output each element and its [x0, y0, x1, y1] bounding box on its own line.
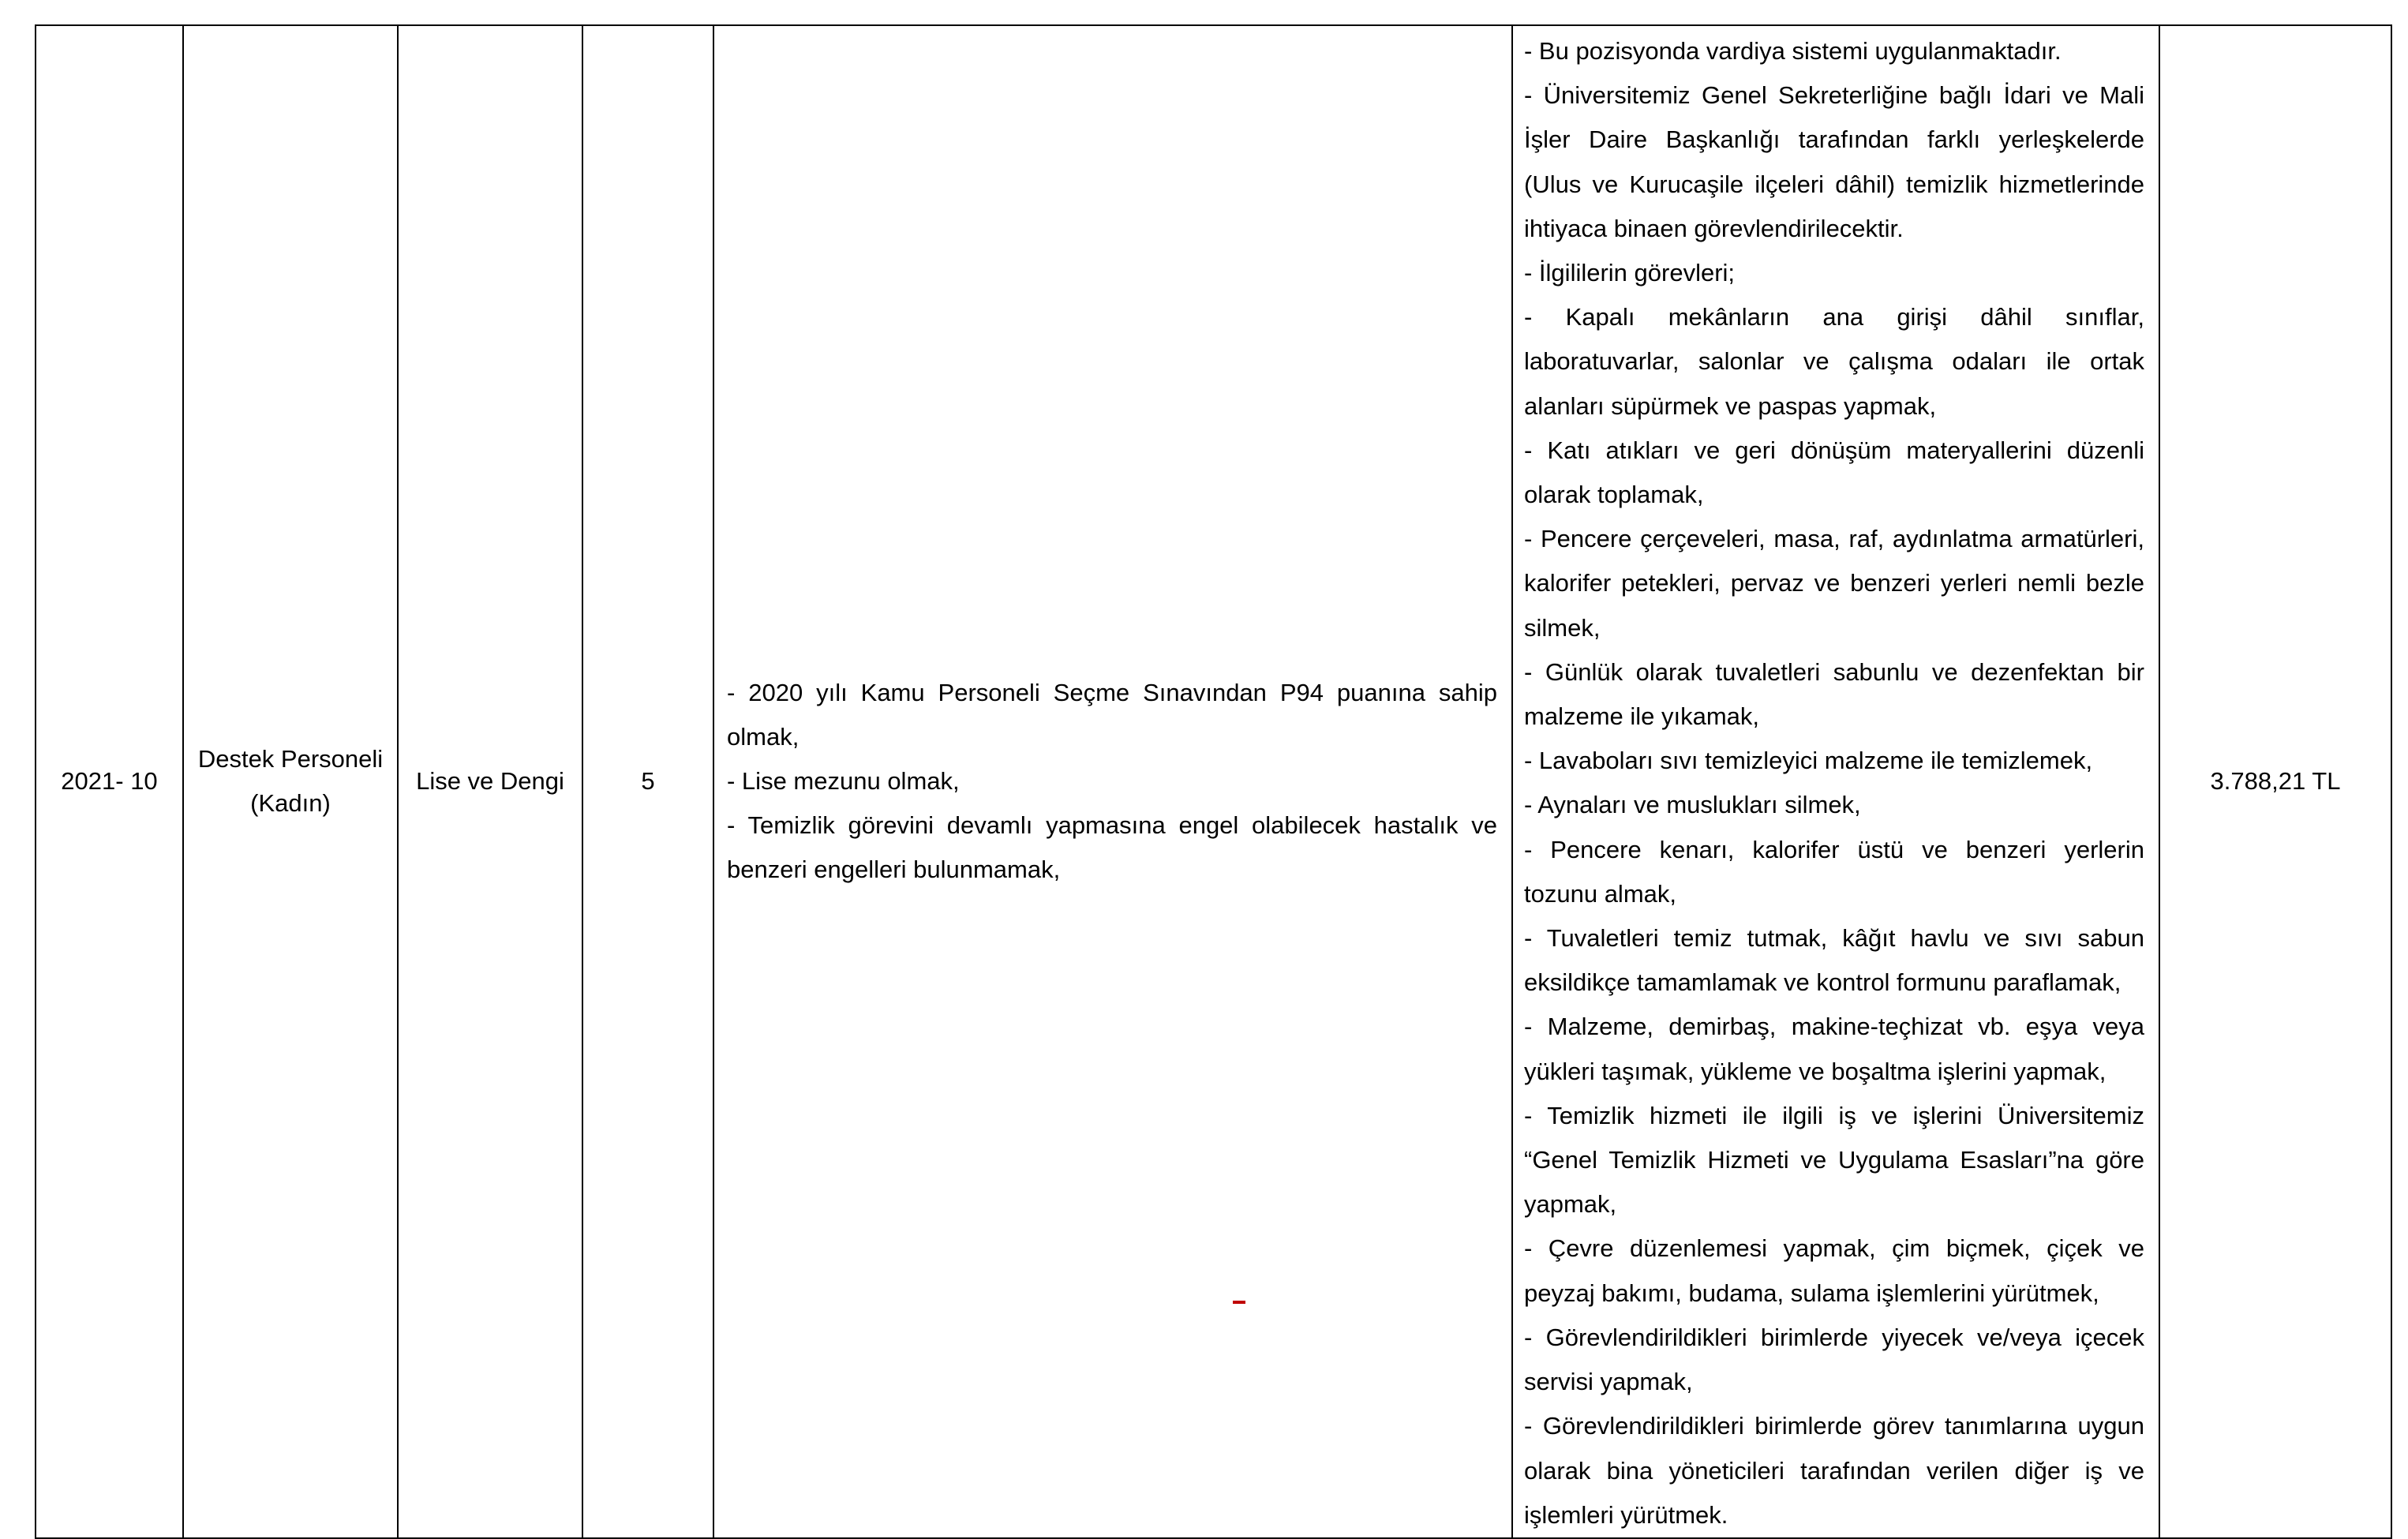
aciklamalar-list	[1513, 26, 2159, 1537]
list-item: - Görevlendirildikleri birimlerde görev tanımlarına uygun olarak bina yöneticileri tarafından verilen diğer iş ve işlemleri yürütmek.	[1524, 1412, 2144, 1529]
red-dash-mark	[1233, 1301, 1245, 1304]
ucret-cell	[2159, 25, 2391, 1538]
ogrenim-cell	[398, 25, 582, 1538]
list-item: - Görevlendirildikleri birimlerde yiyecek ve/veya içecek servisi yapmak,	[1524, 1323, 2144, 1396]
ogrenim-text: Lise ve Dengi	[416, 767, 564, 796]
kontenjan-text: 5	[641, 767, 655, 796]
list-item: - Lise mezunu olmak,	[727, 767, 960, 796]
nitelikler-list	[727, 671, 1497, 892]
list-item: - Pencere kenarı, kalorifer üstü ve benzeri yerlerin tozunu almak,	[1524, 835, 2144, 908]
table-row	[36, 25, 2391, 1538]
pozisyon-cell	[183, 25, 398, 1538]
nitelikler-cell	[713, 25, 1512, 1538]
list-item: - Tuvaletleri temiz tutmak, kâğıt havlu ve sıvı sabun eksildikçe tamamlamak ve kontrol formunu paraflamak,	[1524, 924, 2144, 997]
kontenjan-cell	[582, 25, 713, 1538]
list-item: - Malzeme, demirbaş, makine-teçhizat vb. eşya veya yükleri taşımak, yükleme ve boşaltma işlerini yapmak,	[1524, 1013, 2144, 1085]
ilan-no-cell	[36, 25, 183, 1538]
list-item: - Çevre düzenlemesi yapmak, çim biçmek, çiçek ve peyzaj bakımı, budama, sulama işlemlerini yürütmek,	[1524, 1234, 2144, 1307]
list-item: - İlgililerin görevleri;	[1524, 259, 1736, 287]
list-item: - Üniversitemiz Genel Sekreterliğine bağlı İdari ve Mali İşler Daire Başkanlığı tarafından farklı yerleşkelerde (Ulus ve Kurucaşile ilçeleri dâhil) temizlik hizmetlerinde ihtiyaca binaen görevlendirilecektir.	[1524, 81, 2144, 242]
list-item: - Temizlik görevini devamlı yapmasına engel olabilecek hastalık ve benzeri engelleri bulunmamak,	[727, 811, 1497, 884]
list-item: - Lavaboları sıvı temizleyici malzeme ile temizlemek,	[1524, 747, 2093, 775]
list-item: - 2020 yılı Kamu Personeli Seçme Sınavından P94 puanına sahip olmak,	[727, 679, 1497, 751]
list-item: - Aynaları ve muslukları silmek,	[1524, 791, 1861, 819]
list-item: - Katı atıkları ve geri dönüşüm materyallerini düzenli olarak toplamak,	[1524, 436, 2144, 509]
list-item: - Günlük olarak tuvaletleri sabunlu ve dezenfektan bir malzeme ile yıkamak,	[1524, 657, 2144, 731]
ucret-text: 3.788,21 TL	[2210, 767, 2341, 796]
job-posting-table	[35, 24, 2392, 1539]
pozisyon-text: Destek Personeli (Kadın)	[197, 745, 384, 818]
list-item: - Temizlik hizmeti ile ilgili iş ve işlerini Üniversitemiz “Genel Temizlik Hizmeti ve Uygulama Esasları”na göre yapmak,	[1524, 1101, 2144, 1219]
aciklamalar-cell	[1512, 25, 2159, 1538]
list-item: - Pencere çerçeveleri, masa, raf, aydınlatma armatürleri, kalorifer petekleri, pervaz ve benzeri yerleri nemli bezle silmek,	[1524, 525, 2144, 642]
list-item: - Bu pozisyonda vardiya sistemi uygulanmaktadır.	[1524, 37, 2062, 65]
ilan-no-text: 2021- 10	[61, 767, 158, 796]
list-item: - Kapalı mekânların ana girişi dâhil sınıflar, laboratuvarlar, salonlar ve çalışma odaları ile ortak alanları süpürmek ve paspas yapmak,	[1524, 303, 2144, 420]
